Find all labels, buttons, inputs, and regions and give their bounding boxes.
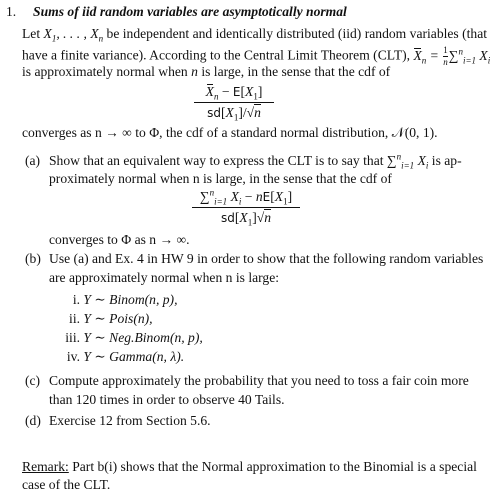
part-b-item-4: iv. Y ∼ Gamma(n, λ). xyxy=(66,349,185,364)
part-a-label: (a) xyxy=(25,153,41,168)
math-sum: ∑$^n_{i=1}$ xyxy=(386,151,415,171)
part-c-label: (c) xyxy=(25,373,41,388)
part-b-label: (b) xyxy=(25,251,41,266)
problem-heading xyxy=(6,5,347,19)
intro-line-3: is approximately normal when n is large, in the sense that the cdf of xyxy=(22,64,391,79)
part-b-item-1: i. Y ∼ Binom(n, p), xyxy=(72,292,178,307)
math-sum: ∑$^n_{i=1}$ xyxy=(448,46,477,66)
part-c-line-1: Compute approximately the probability that you need to toss a fair coin more xyxy=(49,373,469,388)
remark-label: Remark: xyxy=(22,459,69,474)
part-d-text: Exercise 12 from Section 5.6. xyxy=(49,413,211,428)
converges-line: converges as n → ∞ to Φ, the cdf of a standard normal distribution, 𝒩(0, 1). xyxy=(22,125,438,140)
part-d-label: (d) xyxy=(25,413,41,428)
part-b-item-3: iii. Y ∼ Neg.Binom(n, p), xyxy=(65,330,203,345)
part-a-line-1: Show that an equivalent way to express the CLT is to say that ∑$^n_{i=1}$ $X_i$ is ap- xyxy=(49,151,462,171)
intro-line-2: have a finite variance). According to the Central Limit Theorem (CLT), $X_n$ = $\frac{1}{n}$ ∑$^n_{i=1}$ $X_i$ xyxy=(22,45,490,67)
math-one-over-n: $\frac{1}{n}$ xyxy=(443,45,448,67)
problem-number: 1. xyxy=(6,4,17,19)
part-a-line-2: proximately normal when n is large, in the sense that the cdf of xyxy=(49,171,392,186)
math-x-sequence: $X_1$, . . . , $X_n$ xyxy=(43,26,104,44)
part-a-converges: converges to Φ as n → ∞. xyxy=(49,232,190,247)
remark-line-2: case of the CLT. xyxy=(22,477,111,492)
standardized-sum-fraction: ∑$^n_{i=1}$ $X_i - nE[X_1]$ $sd[X_1]√n$ xyxy=(192,190,300,224)
part-c-line-2: than 120 times in order to observe 40 Tails. xyxy=(49,392,285,407)
part-b-line-1: Use (a) and Ex. 4 in HW 9 in order to show that the following random variables xyxy=(49,251,484,266)
standardized-mean-fraction: $X_n - E[X_1]$ $sd[X_1]/√n$ xyxy=(194,85,274,119)
math-sample-mean-def: $X_n$ = xyxy=(413,47,443,66)
remark-line-1: Remark: Part b(i) shows that the Normal approximation to the Binomial is a special xyxy=(22,459,477,474)
intro-line-1: Let $X_1$, . . . , $X_n$ be independent and identically distributed (iid) random variables (that xyxy=(22,26,488,44)
problem-title: Sums of iid random variables are asymptotically normal xyxy=(33,4,347,19)
part-b-line-2: are approximately normal when n is large: xyxy=(49,270,280,285)
part-b-item-2: ii. Y ∼ Pois(n), xyxy=(69,311,153,326)
